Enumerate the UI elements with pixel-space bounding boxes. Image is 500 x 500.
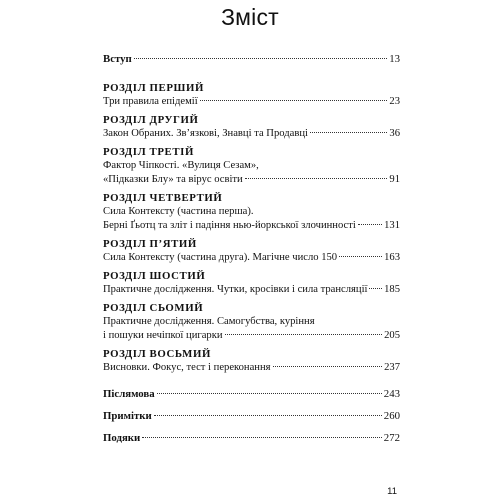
toc-page-number: 163 — [384, 252, 400, 263]
dot-leader — [225, 334, 383, 335]
chapter-heading: РОЗДІЛ П’ЯТИЙ — [103, 238, 197, 250]
chapter-heading: РОЗДІЛ СЬОМИЙ — [103, 302, 204, 314]
toc-entry-label: Закон Обраних. Зв’язкові, Знавці та Продавці — [103, 128, 308, 139]
page-title: Зміст — [221, 4, 279, 30]
toc-entry-label: «Підказки Блу» та вірус освіти — [103, 174, 243, 185]
toc-page-number: 36 — [389, 128, 400, 139]
toc-entry-label: Практичне дослідження. Чутки, кросівки і сила трансляції — [103, 284, 368, 295]
toc-chapter-3 — [103, 145, 400, 187]
dot-leader — [154, 415, 382, 416]
dot-leader — [157, 393, 382, 394]
chapter-heading: РОЗДІЛ ТРЕТІЙ — [103, 146, 194, 158]
dot-leader — [339, 256, 382, 257]
toc-page-number: 185 — [384, 284, 400, 295]
toc-page-number: 237 — [384, 362, 400, 373]
dot-leader — [358, 224, 382, 225]
toc-entry[interactable] — [103, 329, 400, 343]
toc-chapter-1 — [103, 81, 400, 109]
toc-entry-acknowledgements[interactable] — [103, 431, 400, 445]
dot-leader — [310, 132, 387, 133]
toc-entry-line: Сила Контексту (частина перша). — [103, 206, 254, 217]
dot-leader — [200, 100, 388, 101]
toc-entry[interactable] — [103, 361, 400, 375]
dot-leader — [142, 437, 382, 438]
toc-page-number: 260 — [383, 410, 400, 422]
toc-entry-afterword[interactable] — [103, 387, 400, 401]
toc-entry-intro[interactable] — [103, 52, 400, 66]
toc-page-number: 131 — [384, 220, 400, 231]
toc-entry-line: Практичне дослідження. Самогубства, куріння — [103, 316, 315, 327]
toc-page-number: 205 — [384, 330, 400, 341]
toc-chapter-2 — [103, 113, 400, 141]
toc-page-number: 91 — [389, 174, 400, 185]
toc-chapter-6 — [103, 269, 400, 297]
chapter-heading: РОЗДІЛ ДРУГИЙ — [103, 114, 199, 126]
toc-entry-line: Фактор Чіпкості. «Вулиця Сезам», — [103, 160, 259, 171]
toc-entry-label: Три правила епідемії — [103, 96, 198, 107]
toc-entry-label: і пошуки нечіпкої цигарки — [103, 330, 223, 341]
toc-page-number: 13 — [389, 53, 400, 65]
toc-entry-label: Берні Ґьотц та зліт і падіння нью-йоркської злочинності — [103, 220, 356, 231]
chapter-heading: РОЗДІЛ ЧЕТВЕРТИЙ — [103, 192, 223, 204]
toc-entry-label: Висновки. Фокус, тест і переконання — [103, 362, 271, 373]
toc-entry-label: Вступ — [103, 53, 132, 65]
toc-page-number: 23 — [389, 96, 400, 107]
toc-chapter-5 — [103, 237, 400, 265]
dot-leader — [134, 58, 387, 59]
toc-entry-label: Сила Контексту (частина друга). Магічне число 150 — [103, 252, 338, 263]
toc-entry[interactable] — [103, 127, 400, 141]
toc-chapter-4 — [103, 191, 400, 233]
toc-entry[interactable] — [103, 173, 400, 187]
table-of-contents — [103, 52, 400, 445]
dot-leader — [273, 366, 383, 367]
toc-entry-label: Післямова — [103, 388, 155, 400]
toc-entry-notes[interactable] — [103, 409, 400, 423]
dot-leader — [245, 178, 388, 179]
toc-chapter-7 — [103, 301, 400, 343]
toc-entry[interactable] — [103, 219, 400, 233]
chapter-heading: РОЗДІЛ ПЕРШИЙ — [103, 82, 204, 94]
chapter-heading: РОЗДІЛ ВОСЬМИЙ — [103, 348, 211, 360]
toc-entry[interactable] — [103, 251, 400, 265]
toc-entry[interactable] — [103, 283, 400, 297]
dot-leader — [369, 288, 382, 289]
toc-entry[interactable] — [103, 95, 400, 109]
toc-chapter-8 — [103, 347, 400, 375]
toc-entry-label: Подяки — [103, 432, 141, 444]
chapter-heading: РОЗДІЛ ШОСТИЙ — [103, 270, 206, 282]
toc-entry-label: Примітки — [103, 410, 152, 422]
toc-page-number: 272 — [383, 432, 400, 444]
page-number: 11 — [387, 486, 397, 497]
toc-page-number: 243 — [383, 388, 400, 400]
